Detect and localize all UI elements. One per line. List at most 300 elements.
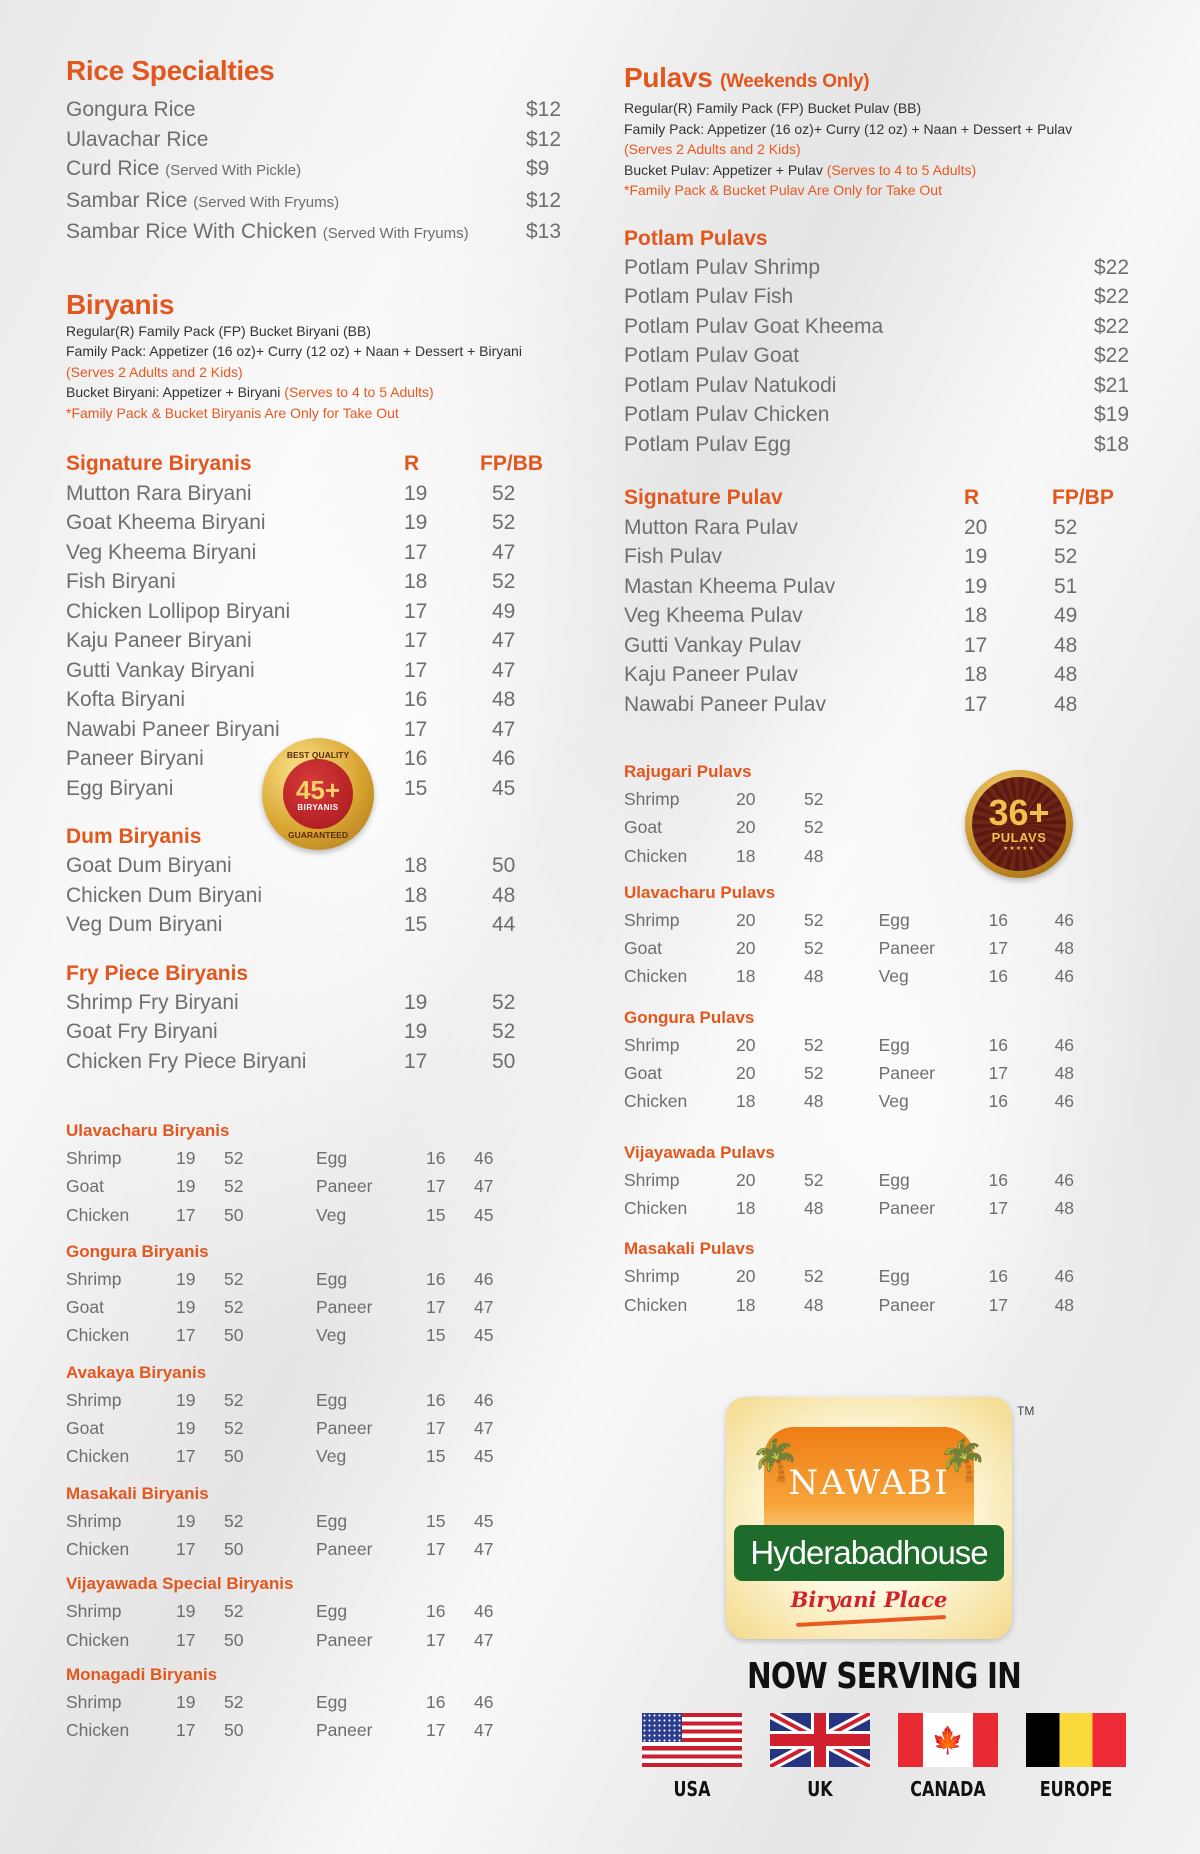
best-quality-45-biryanis-badge [262, 738, 374, 850]
variant-row [316, 1414, 566, 1442]
country-label: USA [673, 1777, 711, 1801]
price-fp: 52 [1054, 545, 1078, 568]
info-line [624, 160, 1144, 181]
price-r: 16 [426, 1601, 446, 1622]
variant-name: Paneer [316, 1629, 373, 1650]
right-variants [316, 1265, 566, 1350]
item-name: Mastan Kheema Pulav [624, 574, 836, 598]
country-europe [1026, 1713, 1126, 1801]
price-r: 17 [176, 1325, 196, 1346]
group-title: Vijayawada Special Biryanis [66, 1574, 294, 1594]
badge-label: BIRYANIS [297, 802, 339, 812]
variant-row [66, 1716, 316, 1744]
left-variants [624, 1262, 879, 1319]
right-variants [879, 1031, 1144, 1116]
item-name: Fish Pulav [624, 545, 723, 568]
price-fp: 52 [492, 570, 516, 593]
price-r: 17 [988, 1063, 1009, 1084]
group-title: Gongura Pulavs [624, 1007, 755, 1027]
variant-name: Goat [624, 1063, 662, 1084]
variant-name: Shrimp [624, 1169, 680, 1190]
variant-name: Egg [316, 1268, 348, 1289]
item-price: $12 [526, 127, 562, 151]
price-r: 17 [988, 1294, 1009, 1315]
price-r: 17 [404, 717, 428, 741]
country-flags [624, 1713, 1144, 1801]
item-name: Kofta Biryani [66, 688, 186, 711]
country-label: EUROPE [1039, 1777, 1113, 1801]
price-fp: 48 [1054, 633, 1078, 657]
price-fp: 48 [804, 845, 824, 866]
price-fp: 49 [1054, 604, 1078, 627]
price-fp: 46 [1054, 1091, 1075, 1112]
variant-row [316, 1688, 566, 1716]
price-r: 15 [404, 913, 428, 936]
badge-center [972, 777, 1066, 871]
price-r: 19 [176, 1389, 196, 1410]
left-variants [624, 1031, 879, 1116]
price-r: 17 [404, 540, 428, 564]
menu-item [66, 685, 566, 715]
price-fp: 52 [224, 1601, 244, 1622]
section-title: Rice Specialties [66, 55, 275, 86]
price-fp: 52 [1054, 515, 1078, 539]
menu-item [624, 341, 1144, 371]
price-fp: 51 [1054, 574, 1078, 598]
price-fp: 46 [474, 1601, 494, 1622]
variant-name: Paneer [878, 1063, 936, 1084]
item-name: Kaju Paneer Pulav [624, 663, 798, 686]
item-price: $22 [1094, 344, 1130, 367]
price-fp: 52 [804, 1169, 824, 1190]
price-r: 19 [176, 1176, 196, 1197]
variant-name: Egg [878, 909, 910, 930]
variant-name: Veg [316, 1446, 347, 1467]
variant-name: Paneer [316, 1176, 373, 1197]
price-r: 17 [426, 1297, 446, 1318]
price-r: 16 [426, 1148, 446, 1168]
variant-name: Shrimp [66, 1691, 122, 1712]
group-title: Masakali Biryanis [66, 1483, 209, 1503]
price-fp: 52 [224, 1418, 244, 1439]
item-name: Gutti Vankay Pulav [624, 633, 802, 657]
item-price: $13 [526, 220, 562, 243]
nawabi-hyderabad-house-logo [726, 1397, 1012, 1639]
now-serving-title: NOW SERVING IN [746, 1656, 1022, 1697]
price-fp: 46 [1054, 1266, 1075, 1287]
menu-item [624, 660, 1144, 690]
variant-name: Chicken [624, 966, 688, 987]
info-line: (Serves 2 Adults and 2 Kids) [624, 141, 801, 157]
menu-item [66, 95, 566, 125]
price-fp: 47 [492, 629, 516, 652]
variant-row [66, 1293, 316, 1321]
variant-row [316, 1293, 566, 1321]
menu-item [66, 851, 566, 881]
price-fp: 47 [492, 717, 516, 741]
variant-group [66, 1239, 566, 1350]
price-fp: 52 [224, 1297, 244, 1318]
group-title: Ulavacharu Pulavs [624, 882, 776, 902]
price-r: 15 [426, 1510, 446, 1531]
price-fp: 50 [224, 1446, 244, 1467]
group-title: Masakali Pulavs [624, 1239, 755, 1259]
menu-item [624, 430, 1144, 460]
price-fp: 52 [804, 909, 824, 930]
col-regular: R [404, 452, 420, 475]
variant-name: Paneer [316, 1418, 373, 1439]
variant-row [316, 1172, 566, 1200]
price-r: 17 [176, 1538, 196, 1559]
country-usa [642, 1713, 742, 1801]
group-title: Gongura Biryanis [66, 1241, 209, 1261]
price-fp: 48 [804, 966, 824, 987]
item-name: Goat Fry Biryani [66, 1020, 218, 1043]
section-title: Dum Biryanis [66, 825, 202, 848]
biryanis-intro-section [66, 289, 566, 424]
variant-row [66, 1597, 316, 1625]
group-title: Ulavacharu Biryanis [66, 1121, 230, 1140]
price-fp: 52 [224, 1510, 244, 1531]
price-r: 18 [736, 1091, 756, 1112]
variant-row [624, 842, 879, 870]
menu-item [66, 538, 566, 568]
menu-item [66, 1047, 566, 1077]
item-price: $21 [1094, 373, 1130, 397]
info-line: Regular(R) Family Pack (FP) Bucket Biryani (BB) [66, 322, 371, 339]
palm-tree-icon: 🌴 [750, 1439, 800, 1483]
group-title: Monagadi Biryanis [66, 1664, 218, 1684]
price-fp: 52 [224, 1389, 244, 1410]
price-r: 19 [176, 1297, 196, 1318]
item-name: Veg Kheema Pulav [624, 604, 803, 627]
price-fp: 46 [1054, 909, 1075, 930]
item-name: Veg Dum Biryani [66, 913, 223, 936]
left-variants [624, 906, 879, 991]
price-r: 20 [964, 515, 988, 539]
price-fp: 52 [492, 1020, 516, 1043]
now-serving-section [624, 1656, 1144, 1801]
variant-name: Egg [316, 1389, 348, 1410]
variant-row [624, 813, 879, 841]
item-name: Potlam Pulav Chicken [624, 403, 830, 426]
variant-name: Goat [624, 817, 662, 838]
price-fp: 46 [1054, 966, 1075, 987]
item-price: $9 [526, 157, 550, 180]
variant-row [316, 1507, 566, 1535]
price-r: 17 [404, 599, 428, 623]
menu-item [66, 626, 566, 656]
variant-row [316, 1626, 566, 1654]
price-r: 17 [988, 1197, 1009, 1218]
right-variants [316, 1688, 566, 1745]
price-r: 18 [964, 663, 988, 686]
variant-name: Paneer [316, 1538, 373, 1559]
item-name: Sambar Rice With Chicken [66, 220, 317, 243]
variant-row [879, 934, 1144, 962]
menu-item [624, 572, 1144, 602]
variant-name: Egg [316, 1510, 348, 1531]
price-r: 17 [426, 1176, 446, 1197]
variant-row [66, 1626, 316, 1654]
price-r: 17 [404, 1049, 428, 1073]
variant-row [879, 906, 1144, 934]
menu-item [66, 656, 566, 686]
variant-name: Egg [878, 1034, 910, 1055]
price-fp: 50 [224, 1629, 244, 1650]
col-family-bucket: FP/BP [1052, 486, 1114, 509]
left-variants [66, 1144, 316, 1229]
price-fp: 44 [492, 913, 516, 936]
price-r: 17 [426, 1629, 446, 1650]
left-variants [624, 785, 879, 870]
menu-item [66, 154, 566, 186]
info-line: Family Pack: Appetizer (16 oz)+ Curry (12 oz) + Naan + Dessert + Pulav [624, 120, 1073, 137]
variant-row [624, 1166, 879, 1194]
item-name: Chicken Fry Piece Biryani [66, 1049, 307, 1073]
variant-row [316, 1144, 566, 1172]
menu-item [624, 371, 1144, 401]
variant-row [316, 1442, 566, 1470]
price-fp: 50 [492, 854, 516, 877]
item-name: Chicken Dum Biryani [66, 883, 263, 907]
price-fp: 48 [1054, 663, 1078, 686]
variant-row [316, 1201, 566, 1229]
item-price: $19 [1094, 403, 1130, 426]
variant-row [66, 1265, 316, 1293]
variant-group [66, 1662, 566, 1745]
price-r: 18 [404, 854, 428, 877]
variant-row [624, 1194, 879, 1222]
item-name: Goat Dum Biryani [66, 854, 232, 877]
price-fp: 52 [492, 481, 516, 505]
belgium-flag-icon [1026, 1713, 1126, 1767]
item-name: Potlam Pulav Natukodi [624, 373, 837, 397]
price-r: 20 [736, 938, 756, 959]
price-r: 19 [176, 1418, 196, 1439]
variant-name: Veg [316, 1325, 347, 1346]
price-r: 19 [964, 574, 988, 598]
price-fp: 48 [804, 1294, 824, 1315]
price-fp: 52 [492, 511, 516, 534]
price-r: 17 [964, 692, 988, 716]
price-r: 19 [404, 481, 428, 505]
variant-row [879, 1059, 1144, 1087]
variant-name: Goat [624, 938, 662, 959]
price-fp: 45 [474, 1446, 494, 1467]
price-fp: 50 [224, 1538, 244, 1559]
variant-name: Shrimp [66, 1601, 122, 1622]
price-fp: 48 [492, 883, 516, 907]
variant-name: Egg [878, 1169, 910, 1190]
price-fp: 52 [804, 789, 824, 809]
variant-name: Chicken [66, 1446, 130, 1467]
price-r: 17 [964, 633, 988, 657]
variant-name: Chicken [624, 845, 688, 866]
price-r: 19 [404, 1020, 428, 1043]
variant-name: Goat [66, 1176, 104, 1197]
price-fp: 48 [1054, 1294, 1075, 1315]
info-text: Bucket Pulav: Appetizer + Pulav [624, 161, 827, 178]
item-name: Potlam Pulav Fish [624, 285, 794, 308]
price-fp: 52 [224, 1691, 244, 1712]
table-header [624, 483, 1144, 513]
price-fp: 48 [804, 1197, 824, 1218]
price-fp: 52 [804, 1063, 824, 1084]
price-fp: 52 [224, 1148, 244, 1168]
variant-name: Shrimp [624, 1266, 680, 1287]
price-r: 19 [176, 1268, 196, 1289]
menu-item [624, 542, 1144, 572]
price-fp: 45 [474, 1510, 494, 1531]
price-fp: 47 [474, 1176, 494, 1197]
price-r: 16 [404, 747, 428, 770]
price-fp: 46 [474, 1691, 494, 1712]
variant-row [316, 1597, 566, 1625]
price-fp: 52 [804, 1034, 824, 1055]
item-price: $22 [1094, 255, 1130, 279]
variant-row [66, 1414, 316, 1442]
signature-pulav-section [624, 483, 1144, 719]
item-price: $12 [526, 188, 562, 212]
menu-item [624, 282, 1144, 312]
price-fp: 47 [492, 540, 516, 564]
price-r: 17 [404, 629, 428, 652]
variant-name: Chicken [66, 1325, 130, 1346]
price-r: 19 [176, 1148, 196, 1168]
price-fp: 49 [492, 599, 516, 623]
price-r: 17 [176, 1629, 196, 1650]
variant-name: Paneer [316, 1720, 373, 1741]
group-title: Rajugari Pulavs [624, 762, 752, 781]
price-r: 16 [426, 1691, 446, 1712]
price-fp: 46 [474, 1268, 494, 1289]
price-r: 15 [426, 1204, 446, 1225]
variant-row [624, 1087, 879, 1115]
badge-label: PULAVS [991, 830, 1047, 845]
item-name: Shrimp Fry Biryani [66, 990, 239, 1014]
item-price: $18 [1094, 432, 1130, 456]
info-line [66, 382, 566, 403]
variant-name: Chicken [624, 1197, 688, 1218]
variant-row [879, 1291, 1144, 1319]
item-name: Mutton Rara Pulav [624, 515, 798, 539]
left-variants [66, 1265, 316, 1350]
price-fp: 46 [1054, 1169, 1075, 1190]
price-r: 18 [964, 604, 988, 627]
price-r: 15 [426, 1446, 446, 1467]
price-fp: 48 [1054, 1063, 1075, 1084]
price-r: 17 [426, 1418, 446, 1439]
country-canada [898, 1713, 998, 1801]
menu-item [66, 597, 566, 627]
country-uk [770, 1713, 870, 1801]
menu-item [624, 253, 1144, 283]
section-title: Signature Pulav [624, 486, 783, 509]
variant-name: Veg [878, 966, 909, 987]
item-price: $22 [1094, 285, 1130, 308]
info-line: Regular(R) Family Pack (FP) Bucket Pulav (BB) [624, 100, 922, 116]
item-note: (Served With Fryums) [193, 193, 340, 211]
price-fp: 50 [224, 1204, 244, 1225]
variant-name: Shrimp [66, 1389, 122, 1410]
menu-item [66, 479, 566, 509]
item-name: Chicken Lollipop Biryani [66, 599, 291, 623]
price-r: 16 [988, 1034, 1009, 1055]
price-r: 19 [176, 1601, 196, 1622]
variant-name: Chicken [66, 1204, 130, 1225]
variant-group [624, 1005, 1144, 1116]
variant-group [66, 1481, 566, 1564]
stars-icon: ★★★★★ [1003, 846, 1035, 852]
price-fp: 52 [224, 1268, 244, 1289]
item-name: Goat Kheema Biryani [66, 511, 266, 534]
price-fp: 48 [804, 1091, 824, 1112]
palm-tree-icon: 🌴 [938, 1439, 988, 1483]
price-r: 18 [404, 883, 428, 907]
left-variants [66, 1688, 316, 1745]
price-r: 16 [988, 1091, 1009, 1112]
variant-row [624, 962, 879, 990]
variant-row [879, 1262, 1144, 1290]
menu-item [66, 881, 566, 911]
swoosh-decoration [796, 1615, 946, 1627]
variant-group [66, 1118, 566, 1229]
variant-name: Chicken [624, 1091, 688, 1112]
price-fp: 45 [474, 1204, 494, 1225]
trademark-symbol: TM [1017, 1404, 1035, 1418]
menu-item [66, 910, 566, 940]
menu-item [624, 312, 1144, 342]
item-name: Ulavachar Rice [66, 127, 209, 151]
variant-name: Paneer [878, 938, 936, 959]
price-r: 19 [404, 990, 428, 1014]
variant-name: Egg [316, 1148, 348, 1168]
variant-row [624, 1059, 879, 1087]
price-fp: 48 [1054, 938, 1075, 959]
price-fp: 48 [492, 688, 516, 711]
variant-row [66, 1507, 316, 1535]
price-r: 16 [404, 688, 428, 711]
price-fp: 45 [492, 776, 516, 800]
rice-specialties-section [66, 55, 566, 249]
price-r: 20 [736, 1063, 756, 1084]
variant-row [624, 934, 879, 962]
price-fp: 52 [492, 990, 516, 1014]
variant-name: Shrimp [66, 1268, 122, 1289]
variant-name: Veg [316, 1204, 347, 1225]
section-title: Potlam Pulavs [624, 226, 768, 250]
menu-item [66, 508, 566, 538]
menu-item [624, 631, 1144, 661]
variant-group [66, 1571, 566, 1654]
variant-name: Shrimp [66, 1148, 122, 1168]
item-name: Nawabi Paneer Biryani [66, 717, 280, 741]
price-r: 18 [736, 966, 756, 987]
price-r: 19 [176, 1691, 196, 1712]
variant-row [879, 1087, 1144, 1115]
price-r: 20 [736, 1034, 756, 1055]
variant-name: Chicken [624, 1294, 688, 1315]
item-name: Nawabi Paneer Pulav [624, 692, 826, 716]
price-fp: 48 [1054, 1197, 1075, 1218]
item-name: Fish Biryani [66, 570, 176, 593]
right-column [624, 62, 1144, 1327]
variant-name: Egg [316, 1601, 348, 1622]
item-name: Egg Biryani [66, 776, 174, 800]
price-fp: 52 [224, 1176, 244, 1197]
right-variants [316, 1507, 566, 1564]
